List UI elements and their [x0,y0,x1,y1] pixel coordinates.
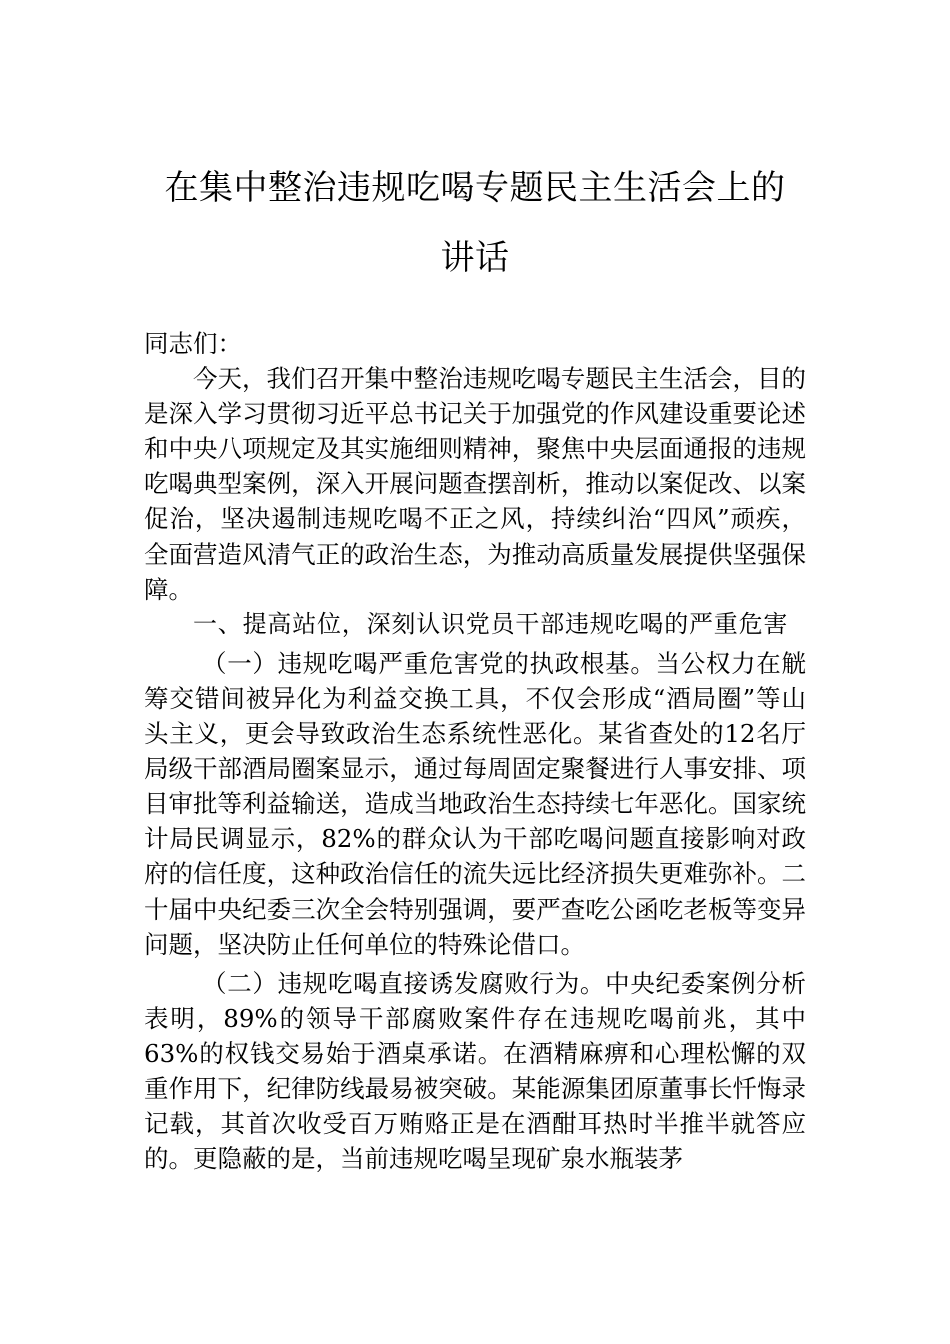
point-paragraph-1: （一）违规吃喝严重危害党的执政根基。当公权力在觥筹交错间被异化为利益交换工具，不仅会形成“酒局圈”等山头主义，更会导致政治生态系统性恶化。某省查处的12名厅局级干部酒局圈案显示，通过每周固定聚餐进行人事安排、项目审批等利益输送，造成当地政治生态持续七年恶化。国家统计局民调显示，82%的群众认为干部吃喝问题直接影响对政府的信任度，这种政治信任的流失远比经济损失更难弥补。二十届中央纪委三次全会特别强调，要严查吃公函吃老板等变异问题，坚决防止任何单位的特殊论借口。 [144,648,806,959]
section-heading-1: 一、提高站位，深刻认识党员干部违规吃喝的严重危害 [193,609,789,638]
intro-paragraph: 今天，我们召开集中整治违规吃喝专题民主生活会，目的是深入学习贯彻习近平总书记关于加强党的作风建设重要论述和中央八项规定及其实施细则精神，聚焦中央层面通报的违规吃喝典型案例，深入开展问题查摆剖析，推动以案促改、以案促治，坚决遏制违规吃喝不正之风，持续纠治“四风”顽疾，全面营造风清气正的政治生态，为推动高质量发展提供坚强保障。 [144,364,806,604]
document-title-line-2: 讲话 [440,238,510,278]
salutation: 同志们： [144,329,242,358]
document-body [144,326,806,1176]
document-title-line-1: 在集中整治违规吃喝专题民主生活会上的 [164,168,786,208]
point-paragraph-2: （二）违规吃喝直接诱发腐败行为。中央纪委案例分析表明，89%的领导干部腐败案件存在违规吃喝前兆，其中63%的权钱交易始于酒桌承诺。在酒精麻痹和心理松懈的双重作用下，纪律防线最易被突破。某能源集团原董事长忏悔录记载，其首次收受百万贿赂正是在酒酣耳热时半推半就答应的。更隐蔽的是，当前违规吃喝呈现矿泉水瓶装茅 [144,968,806,1174]
